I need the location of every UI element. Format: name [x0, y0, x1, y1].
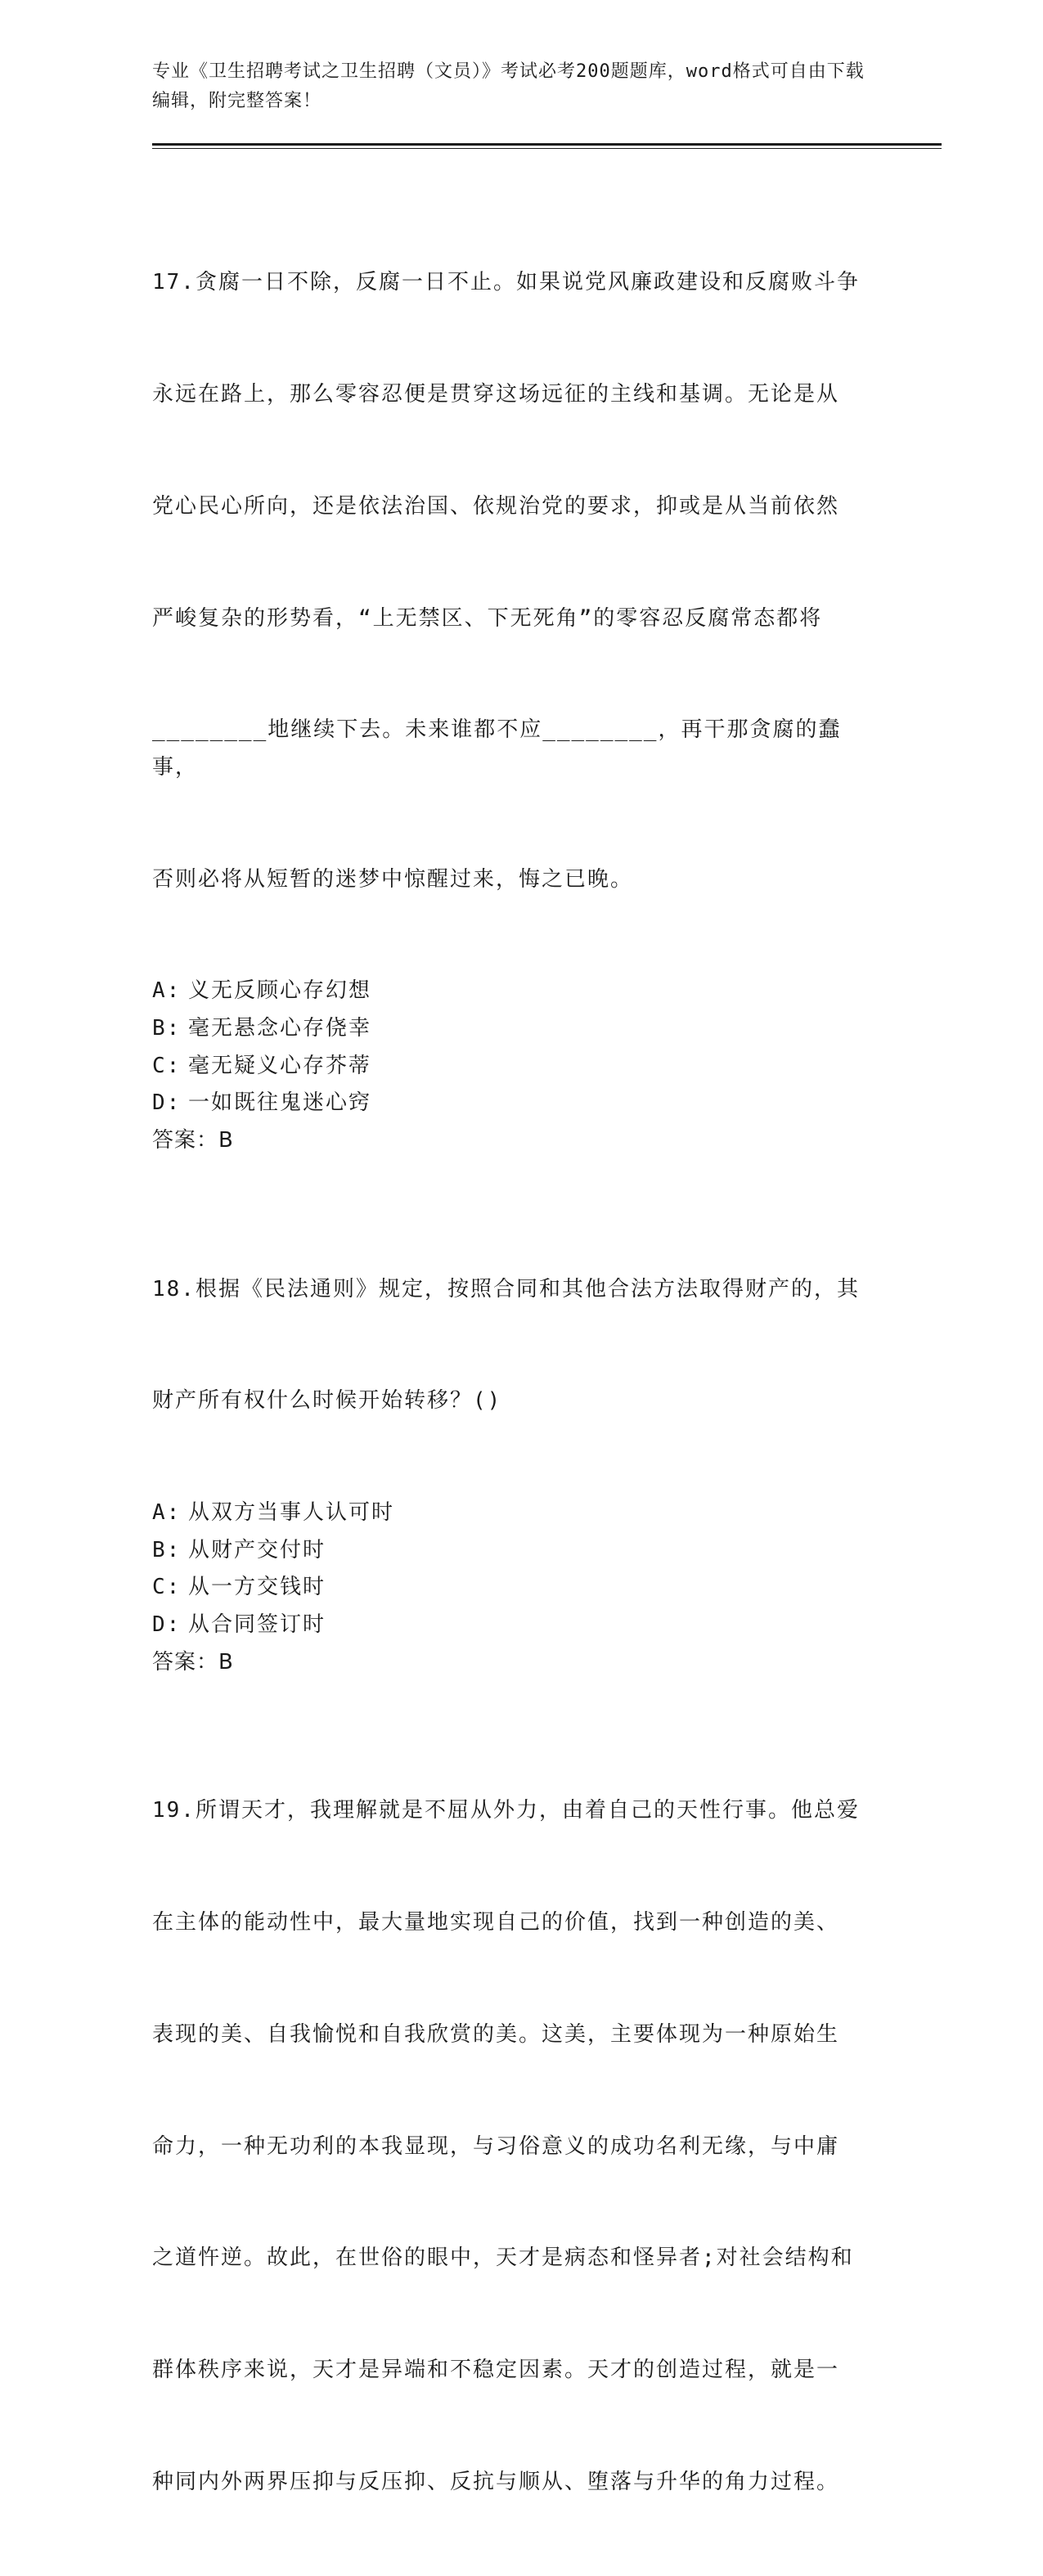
spacer — [152, 1159, 880, 1196]
question-18 — [152, 1196, 880, 1681]
question-line: 表现的美、自我愉悦和自我欣赏的美。这美，主要体现为一种原始生 — [152, 2021, 840, 2047]
question-line: 种同内外两界压抑与反压抑、反抗与顺从、堕落与升华的角力过程。 — [152, 2470, 840, 2495]
question-stem — [152, 1718, 880, 2576]
option-letter: D: — [152, 1090, 182, 1116]
question-19 — [152, 1718, 880, 2576]
option-d — [152, 1607, 880, 1644]
question-line: 财产所有权什么时候开始转移？() — [152, 1388, 502, 1414]
question-line: 之道忤逆。故此，在世俗的眼中，天才是病态和怪异者;对社会结构和 — [152, 2246, 854, 2271]
option-letter: A: — [152, 1500, 182, 1526]
option-text: 从合同签订时 — [188, 1612, 326, 1637]
question-17 — [152, 190, 880, 1159]
option-text: 毫无悬念心存侥幸 — [188, 1016, 372, 1041]
question-line: 永远在路上，那么零容忍便是贯穿这场远征的主线和基调。无论是从 — [152, 381, 840, 407]
question-line: 党心民心所向，还是依法治国、依规治党的要求，抑或是从当前依然 — [152, 493, 840, 519]
spacer — [152, 1681, 880, 1718]
answer-line: 答案：B — [152, 1127, 234, 1153]
question-line: 命力，一种无功利的本我显现，与习俗意义的成功名利无缘，与中庸 — [152, 2133, 840, 2159]
question-line: 群体秩序来说，天才是异端和不稳定因素。天才的创造过程，就是一 — [152, 2358, 840, 2383]
question-list — [152, 190, 880, 2576]
option-text: 毫无疑义心存芥蒂 — [188, 1053, 372, 1078]
option-text: 从一方交钱时 — [188, 1575, 326, 1600]
option-text: 一如既往鬼迷心窍 — [188, 1090, 372, 1116]
question-line: 否则必将从短暂的迷梦中惊醒过来，悔之已晚。 — [152, 866, 634, 892]
question-line: 18.根据《民法通则》规定，按照合同和其他合法方法取得财产的，其 — [152, 1276, 860, 1301]
option-text: 从双方当事人认可时 — [188, 1500, 395, 1526]
option-a — [152, 1495, 880, 1532]
option-c — [152, 1569, 880, 1607]
option-letter: C: — [152, 1575, 182, 1600]
option-letter: B: — [152, 1016, 182, 1041]
question-line: 严峻复杂的形势看，“上无禁区、下无死角”的零容忍反腐常态都将 — [152, 605, 823, 631]
header-rule-thick — [152, 143, 942, 146]
question-line: ________地继续下去。未来谁都不应________，再干那贪腐的蠢事， — [152, 717, 842, 780]
answer-line: 答案：B — [152, 1649, 234, 1675]
question-line: 19.所谓天才，我理解就是不屈从外力，由着自己的天性行事。他总爱 — [152, 1798, 860, 1823]
option-letter: C: — [152, 1053, 182, 1078]
option-c — [152, 1048, 880, 1086]
option-text: 义无反顾心存幻想 — [188, 978, 372, 1004]
document-header: 专业《卫生招聘考试之卫生招聘（文员）》考试必考200题题库，word格式可自由下载编辑，附完整答案！ — [152, 61, 865, 111]
option-letter: A: — [152, 978, 182, 1004]
question-line: 在主体的能动性中，最大量地实现自己的价值，找到一种创造的美、 — [152, 1910, 840, 1935]
option-letter: D: — [152, 1612, 182, 1637]
option-text: 从财产交付时 — [188, 1537, 326, 1562]
option-b — [152, 1010, 880, 1048]
question-stem — [152, 190, 880, 973]
question-line: 17.贪腐一日不除，反腐一日不止。如果说党风廉政建设和反腐败斗争 — [152, 270, 860, 295]
option-a — [152, 973, 880, 1010]
option-letter: B: — [152, 1537, 182, 1562]
header-rule-thin — [152, 148, 942, 149]
option-b — [152, 1532, 880, 1570]
question-stem — [152, 1196, 880, 1495]
option-d — [152, 1085, 880, 1122]
